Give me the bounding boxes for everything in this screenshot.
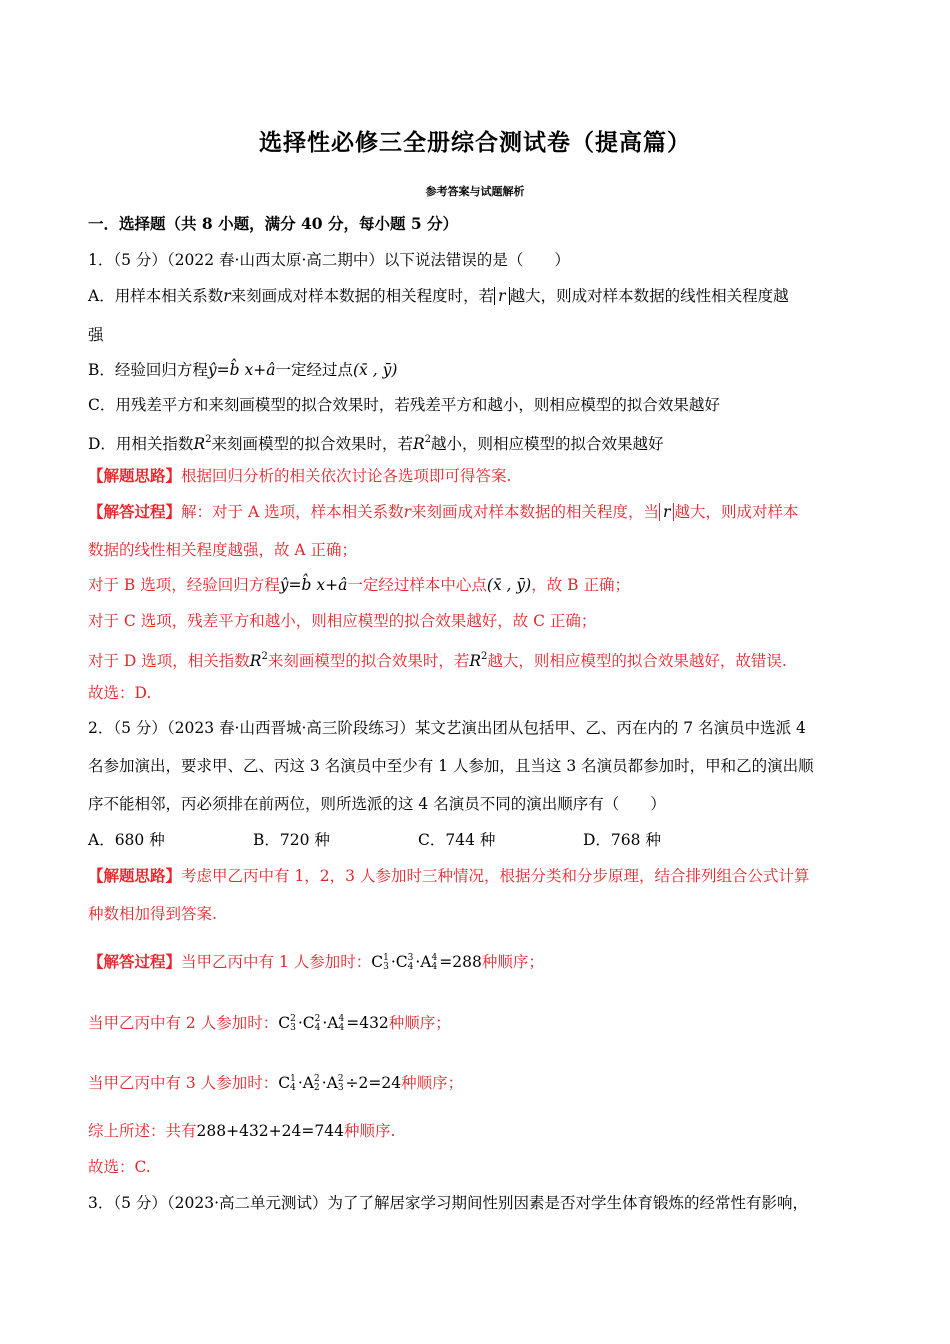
q2-case2-post: 种顺序；: [388, 1014, 451, 1032]
q2-case3-res: ÷2=24: [345, 1074, 402, 1092]
q2-case3-formula: C1 4 ·A2 2 ·A2 3 ÷2=24: [278, 1074, 402, 1093]
q2-sum-pre: 综上所述：共有: [88, 1122, 197, 1140]
q2-case2-formula: C2 3 ·C2 4 ·A4 4 =432: [278, 1014, 389, 1033]
q1-option-c: C．用残差平方和来刻画模型的拟合效果时，若残差平方和越小，则相应模型的拟合效果越好: [88, 396, 720, 414]
q2-case1-post: 种顺序；: [481, 953, 544, 971]
q2-idea-2: 种数相加得到答案.: [88, 905, 217, 923]
q1-proc-1b: 来刻画成对样本数据的相关程度，当: [411, 503, 660, 521]
q2-case3-post: 种顺序；: [401, 1074, 464, 1092]
q1-idea-text: 根据回归分析的相关依次讨论各选项即可得答案.: [181, 467, 512, 485]
q1-proc-1c: 越大，则成对样本: [674, 503, 799, 521]
q1-option-d: D．用相关指数$R^2$来刻画模型的拟合效果时，若$R^2$越小，则相应模型的拟合效果越好: [88, 434, 664, 453]
q1-d-r: R: [193, 435, 206, 453]
q2-option-a: A．680 种: [88, 831, 165, 849]
q2-sum-eq: 288+432+24=744: [196, 1122, 344, 1140]
q1-d-mid: 来刻画模型的拟合效果时，若: [211, 435, 413, 453]
q1-proc-point: (x̄ , ȳ): [486, 576, 532, 594]
q1-proc-5b: 来刻画模型的拟合效果时，若: [267, 652, 470, 670]
q2-option-c: C．744 种: [418, 831, 496, 849]
q2-case1-formula: C1 3 ·C3 4 ·A4 4 =288: [371, 953, 482, 972]
q2-case-2: [88, 1013, 451, 1033]
q1-proc-3b: 一定经过样本中心点: [347, 576, 487, 594]
q2-option-b: B．720 种: [253, 831, 330, 849]
q1-process-4: 对于 C 选项，残差平方和越小，则相应模型的拟合效果越好，故 C 正确；: [88, 612, 597, 630]
q1-proc-r: r: [403, 503, 411, 521]
q2-sum-post: 种顺序.: [343, 1122, 396, 1140]
q2-case-3: [88, 1073, 463, 1093]
q2-case2-res: =432: [346, 1014, 389, 1032]
q2-answer: 故选：C.: [88, 1158, 151, 1176]
q1-proc-3c: ，故 B 正确；: [531, 576, 630, 594]
q1-option-a-cont: 强: [88, 326, 104, 344]
q2-case-1: [88, 952, 544, 972]
q1-b-point: (x̄ , ȳ): [353, 361, 398, 379]
q1-proc-3a: 对于 B 选项，经验回归方程: [88, 576, 280, 594]
q1-process-5: 对于 D 选项，相关指数$R^2$来刻画模型的拟合效果时，若$R^2$越大，则相应模型的拟合效果越好，故错误.: [88, 651, 787, 670]
q1-proc-1a: 解：对于 A 选项，样本相关系数: [181, 503, 404, 521]
q1-b-mid: 一定经过点: [275, 361, 353, 379]
page-subtitle: 参考答案与试题解析: [425, 185, 525, 198]
q2-case2-pre: 当甲乙丙中有 2 人参加时：: [88, 1014, 279, 1032]
q2-option-d: D．768 种: [583, 831, 661, 849]
q1-proc-eq: ŷ=b̂ x+â: [279, 576, 348, 594]
q2-idea-text: 考虑甲乙丙中有 1，2，3 人参加时三种情况，根据分类和分步原理，结合排列组合公式计算: [181, 867, 810, 885]
q1-idea-tag: 【解题思路】: [88, 466, 182, 485]
q2-stem-1: 2．（5 分）（2023 春·山西晋城·高三阶段练习）某文艺演出团从包括甲、乙、丙在内的 7 名演员中选派 4: [88, 719, 806, 737]
q2-proc-tag: 【解答过程】: [88, 952, 182, 971]
q2-summary: [88, 1121, 395, 1141]
q1-idea: [88, 466, 511, 486]
q1-a-var: r: [223, 287, 231, 305]
q1-d-sup: 2: [205, 434, 212, 445]
q1-process-2: 数据的线性相关程度越强，故 A 正确；: [88, 541, 358, 559]
q3-stem-1: 3．（5 分）（2023·高二单元测试）为了了解居家学习期间性别因素是否对学生体育锻炼的经常性有影响，: [88, 1194, 809, 1212]
q1-stem: 1．（5 分）（2022 春·山西太原·高二期中）以下说法错误的是（ ）: [88, 251, 570, 269]
q1-d-post: 越小，则相应模型的拟合效果越好: [431, 435, 664, 453]
section-heading: 一．选择题（共 8 小题，满分 40 分，每小题 5 分）: [88, 214, 459, 233]
q1-proc-abs-r: r: [659, 503, 674, 521]
q1-proc-5a: 对于 D 选项，相关指数: [88, 652, 250, 670]
q1-proc-5c: 越大，则相应模型的拟合效果越好，故错误.: [487, 652, 787, 670]
q1-b-eq: ŷ=b̂ x+â: [207, 361, 276, 379]
q1-option-b: [88, 360, 397, 380]
q2-case1-res: =288: [439, 953, 482, 971]
q1-proc-tag: 【解答过程】: [88, 502, 182, 521]
q1-a-mid: 来刻画成对样本数据的相关程度时，若: [230, 287, 495, 305]
q1-d-pre: D．用相关指数: [88, 435, 194, 453]
q2-options: [88, 830, 661, 850]
q1-a-post: 越大，则成对样本数据的线性相关程度越: [509, 287, 789, 305]
q1-a-pre: A．用样本相关系数: [88, 287, 224, 305]
page-title: 选择性必修三全册综合测试卷（提高篇）: [259, 129, 691, 156]
q2-case1-pre: 当甲乙丙中有 1 人参加时：: [181, 953, 372, 971]
q1-option-a: [88, 286, 789, 306]
q1-answer: 故选：D.: [88, 684, 152, 702]
q1-b-pre: B．经验回归方程: [88, 361, 208, 379]
q1-process-3: [88, 575, 630, 595]
q2-idea-1: [88, 866, 809, 886]
q2-stem-3: 序不能相邻，丙必须排在前两位，则所选派的这 4 名演员不同的演出顺序有（ ）: [88, 795, 666, 813]
q1-process-1: [88, 502, 798, 522]
q2-idea-tag: 【解题思路】: [88, 866, 182, 885]
q2-stem-2: 名参加演出，要求甲、乙、丙这 3 名演员中至少有 1 人参加，且当这 3 名演员都参加时，甲和乙的演出顺: [88, 757, 814, 775]
q1-a-abs-r: r: [494, 287, 509, 305]
q2-case3-pre: 当甲乙丙中有 3 人参加时：: [88, 1074, 279, 1092]
